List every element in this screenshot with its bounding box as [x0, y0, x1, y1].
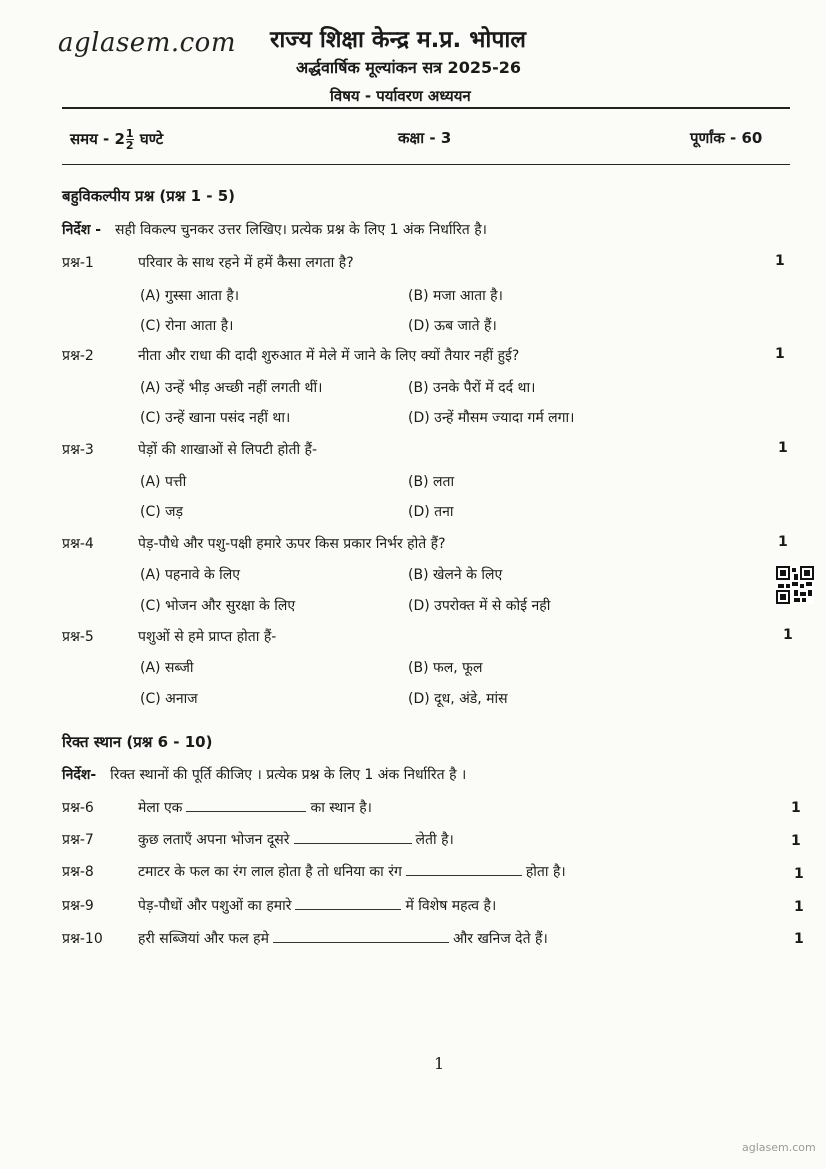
header-rule-top: [62, 107, 790, 109]
fill-blank-prefix: मेला एक: [138, 800, 183, 816]
answer-blank: [295, 897, 401, 910]
option-c: (C) उन्हें खाना पसंद नहीं था।: [140, 410, 291, 426]
fill-blank-text: [138, 862, 566, 881]
footer-watermark: aglasem.com: [742, 1141, 816, 1154]
question-number: प्रश्न-3: [62, 442, 94, 458]
option-c: (C) रोना आता है।: [140, 318, 234, 334]
section-mcq-title: बहुविकल्पीय प्रश्न (प्रश्न 1 - 5): [62, 187, 236, 205]
option-b: (B) मजा आता है।: [408, 288, 503, 304]
question-number: प्रश्न-8: [62, 864, 94, 880]
fill-blank-text: [138, 798, 372, 817]
answer-blank: [186, 799, 306, 812]
question-mark: 1: [775, 253, 785, 269]
fill-blank-suffix: लेती है।: [415, 832, 454, 848]
option-b: (B) लता: [408, 474, 455, 490]
fill-blank-suffix: और खनिज देते हैं।: [452, 931, 548, 947]
max-marks: पूर्णांक - 60: [690, 129, 763, 147]
fill-blank-text: [138, 929, 548, 948]
fill-blank-prefix: टमाटर के फल का रंग लाल होता है तो धनिया का रंग: [138, 864, 402, 880]
watermark: aglasem.com: [58, 28, 236, 58]
question-text: परिवार के साथ रहने में हमें कैसा लगता है?: [138, 255, 354, 271]
option-d: (D) तना: [408, 504, 454, 520]
question-number: प्रश्न-6: [62, 800, 94, 816]
option-b: (B) फल, फूल: [408, 660, 483, 676]
option-b: (B) खेलने के लिए: [408, 567, 503, 583]
exam-session: अर्द्धवार्षिक मूल्यांकन सत्र 2025-26: [296, 58, 521, 77]
question-mark: 1: [794, 866, 804, 882]
fill-blank-suffix: होता है।: [525, 864, 566, 880]
option-d: (D) उन्हें मौसम ज्यादा गर्म लगा।: [408, 410, 575, 426]
answer-blank: [406, 863, 522, 876]
page-number: 1: [434, 1054, 445, 1073]
header-rule-bottom: [62, 164, 790, 165]
class-label: कक्षा - 3: [398, 129, 452, 147]
question-number: प्रश्न-9: [62, 898, 94, 914]
time-fraction: [126, 128, 134, 151]
section-fill-direction: [62, 765, 466, 784]
question-mark: 1: [791, 800, 801, 816]
question-text: पशुओं से हमे प्राप्त होता हैं-: [138, 629, 277, 645]
question-text: नीता और राधा की दादी शुरुआत में मेले में जाने के लिए क्यों तैयार नहीं हुई?: [138, 348, 520, 364]
option-c: (C) जड़: [140, 504, 184, 520]
fill-blank-prefix: हरी सब्जियां और फल हमे: [138, 931, 269, 947]
fill-blank-suffix: का स्थान है।: [310, 800, 372, 816]
question-text: पेड़ों की शाखाओं से लिपटी होती हैं-: [138, 442, 318, 458]
question-mark: 1: [791, 833, 801, 849]
option-d: (D) दूध, अंडे, मांस: [408, 691, 508, 707]
option-b: (B) उनके पैरों में दर्द था।: [408, 380, 536, 396]
time-allowed: [70, 128, 163, 151]
question-number: प्रश्न-4: [62, 536, 94, 552]
option-c: (C) अनाज: [140, 691, 198, 707]
answer-blank: [273, 930, 449, 943]
section-mcq-direction: [62, 220, 487, 239]
question-mark: 1: [778, 534, 788, 550]
question-mark: 1: [778, 440, 788, 456]
time-label: समय - 2: [70, 130, 125, 148]
question-number: प्रश्न-2: [62, 348, 94, 364]
question-mark: 1: [783, 627, 793, 643]
organization-title: राज्य शिक्षा केन्द्र म.प्र. भोपाल: [270, 27, 526, 53]
option-a: (A) पत्ती: [140, 474, 187, 490]
fill-blank-text: [138, 896, 496, 915]
section-fill-title: रिक्त स्थान (प्रश्न 6 - 10): [62, 733, 213, 751]
fill-blank-suffix: में विशेष महत्व है।: [405, 898, 497, 914]
direction-label: निर्देश-: [62, 767, 97, 783]
answer-blank: [294, 831, 412, 844]
fill-blank-prefix: पेड़-पौधों और पशुओं का हमारे: [138, 898, 292, 914]
option-a: (A) सब्जी: [140, 660, 194, 676]
question-mark: 1: [794, 931, 804, 947]
option-d: (D) उपरोक्त में से कोई नही: [408, 598, 551, 614]
question-text: पेड़-पौधे और पशु-पक्षी हमारे ऊपर किस प्रकार निर्भर होते हैं?: [138, 536, 446, 552]
question-number: प्रश्न-5: [62, 629, 94, 645]
direction-text: रिक्त स्थानों की पूर्ति कीजिए । प्रत्येक प्रश्न के लिए 1 अंक निर्धारित है ।: [110, 767, 467, 783]
option-c: (C) भोजन और सुरक्षा के लिए: [140, 598, 296, 614]
option-a: (A) पहनावे के लिए: [140, 567, 241, 583]
option-a: (A) गुस्सा आता है।: [140, 288, 240, 304]
question-mark: 1: [775, 346, 785, 362]
time-fraction-num: 1: [125, 127, 134, 140]
direction-label: निर्देश -: [62, 222, 102, 238]
option-a: (A) उन्हें भीड़ अच्छी नहीं लगती थीं।: [140, 380, 323, 396]
time-fraction-den: 2: [125, 139, 134, 152]
direction-text: सही विकल्प चुनकर उत्तर लिखिए। प्रत्येक प्रश्न के लिए 1 अंक निर्धारित है।: [115, 222, 487, 238]
question-number: प्रश्न-1: [62, 255, 94, 271]
question-number: प्रश्न-10: [62, 931, 103, 947]
qr-code-icon: [776, 566, 814, 604]
fill-blank-prefix: कुछ लताएँ अपना भोजन दूसरे: [138, 832, 290, 848]
subject-title: विषय - पर्यावरण अध्ययन: [330, 87, 471, 105]
fill-blank-text: [138, 830, 454, 849]
time-unit: घण्टे: [139, 130, 164, 148]
question-number: प्रश्न-7: [62, 832, 94, 848]
question-mark: 1: [794, 899, 804, 915]
option-d: (D) ऊब जाते हैं।: [408, 318, 497, 334]
